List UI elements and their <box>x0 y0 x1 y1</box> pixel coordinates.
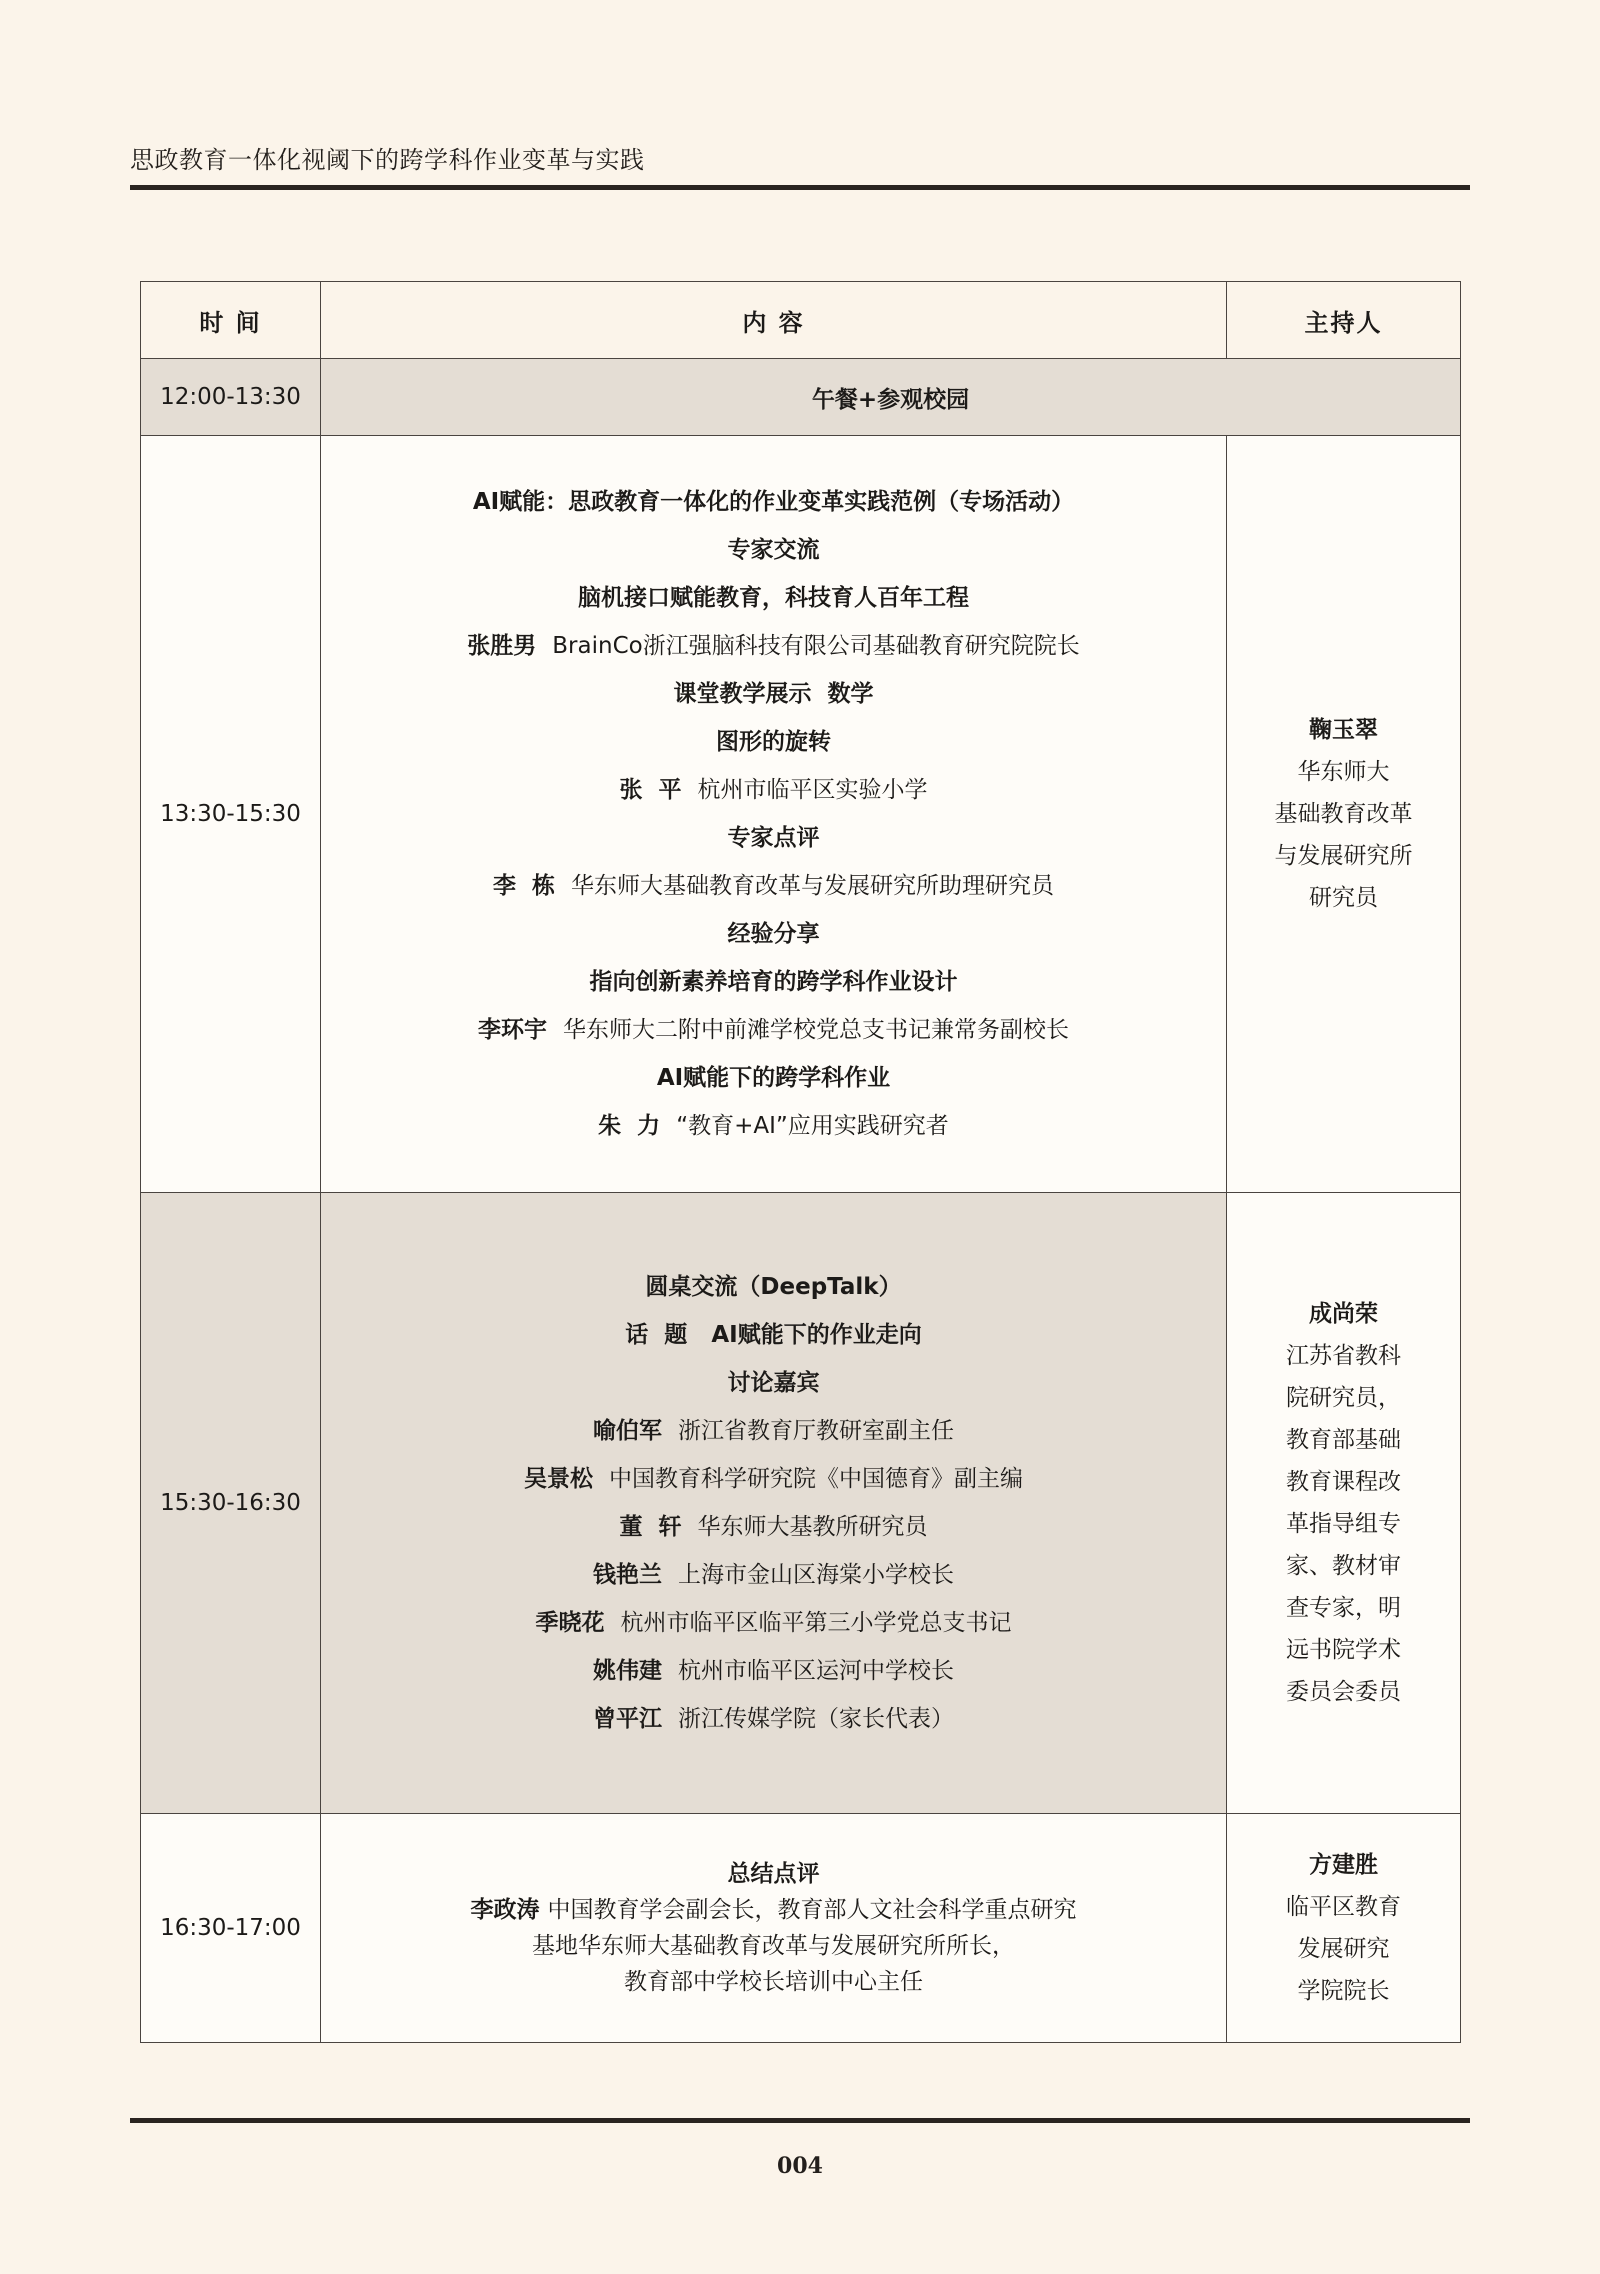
guest-line <box>321 1407 1226 1455</box>
table-row-lunch <box>141 359 1461 436</box>
demo-label: 课堂教学展示 数学 <box>673 681 874 707</box>
header-host: 主持人 <box>1227 282 1461 359</box>
talk1-speaker-line <box>321 622 1226 670</box>
share1-title: 指向创新素养培育的跨学科作业设计 <box>589 969 958 995</box>
review-speaker-line <box>321 862 1226 910</box>
ai-session-title: AI赋能：思政教育一体化的作业变革实践范例（专场活动） <box>472 489 1075 515</box>
summary-speaker-line <box>321 1892 1226 1928</box>
share-label: 经验分享 <box>727 921 820 947</box>
guest-affiliation: 上海市金山区海棠小学校长 <box>678 1562 954 1588</box>
guest-affiliation: 浙江省教育厅教研室副主任 <box>678 1418 954 1444</box>
share1-speaker-line <box>321 1006 1226 1054</box>
guest-line <box>321 1599 1226 1647</box>
roundtable-host-title-line: 委员会委员 <box>1286 1679 1401 1705</box>
running-header-title: 思政教育一体化视阈下的跨学科作业变革与实践 <box>130 146 645 174</box>
share2-affiliation: “教育+AI”应用实践研究者 <box>676 1113 949 1139</box>
table-row-ai-session <box>141 436 1461 1193</box>
share2-title: AI赋能下的跨学科作业 <box>656 1065 891 1091</box>
summary-host-title-line: 学院院长 <box>1297 1978 1390 2004</box>
roundtable-host <box>1227 1193 1461 1814</box>
roundtable-host-title-line: 江苏省教科 <box>1286 1343 1401 1369</box>
summary-affiliation-line: 基地华东师大基础教育改革与发展研究所所长， <box>532 1933 1015 1959</box>
demo-title: 图形的旋转 <box>716 729 831 755</box>
summary-label: 总结点评 <box>727 1861 820 1887</box>
guest-line <box>321 1551 1226 1599</box>
talk1-speaker: 张胜男 <box>467 633 537 659</box>
roundtable-time: 15:30-16:30 <box>141 1193 321 1814</box>
roundtable-host-title-line: 院研究员， <box>1286 1385 1401 1411</box>
review-label: 专家点评 <box>727 825 820 851</box>
demo-speaker-line <box>321 766 1226 814</box>
guest-affiliation: 浙江传媒学院（家长代表） <box>678 1706 954 1732</box>
ai-session-content <box>321 436 1227 1193</box>
talk1-title: 脑机接口赋能教育，科技育人百年工程 <box>578 585 969 611</box>
header-rule <box>130 185 1470 190</box>
guest-affiliation: 杭州市临平区运河中学校长 <box>678 1658 954 1684</box>
guest-affiliation: 杭州市临平区临平第三小学党总支书记 <box>620 1610 1012 1636</box>
ai-host-title-line: 华东师大 <box>1297 759 1390 785</box>
guest-name: 喻伯军 <box>593 1418 662 1444</box>
ai-session-host <box>1227 436 1461 1193</box>
ai-session-time: 13:30-15:30 <box>141 436 321 1193</box>
agenda-table <box>140 281 1461 2043</box>
guest-name: 钱艳兰 <box>593 1562 662 1588</box>
summary-affiliation-line: 中国教育学会副会长，教育部人文社会科学重点研究 <box>547 1897 1077 1923</box>
roundtable-title: 圆桌交流（DeepTalk） <box>645 1274 902 1300</box>
guest-affiliation: 华东师大基教所研究员 <box>697 1514 928 1540</box>
summary-affiliation-line: 教育部中学校长培训中心主任 <box>624 1969 923 1995</box>
demo-affiliation: 杭州市临平区实验小学 <box>697 777 928 803</box>
review-speaker: 李 栋 <box>492 873 555 899</box>
ai-host-title-line: 研究员 <box>1309 885 1378 911</box>
summary-host <box>1227 1814 1461 2043</box>
guest-line <box>321 1455 1226 1503</box>
share1-affiliation: 华东师大二附中前滩学校党总支书记兼常务副校长 <box>563 1017 1069 1043</box>
summary-content <box>321 1814 1227 2043</box>
table-row-roundtable <box>141 1193 1461 1814</box>
ai-host-name: 鞠玉翠 <box>1309 717 1378 743</box>
talk1-affiliation: BrainCo浙江强脑科技有限公司基础教育研究院院长 <box>552 633 1080 659</box>
lunch-content: 午餐+参观校园 <box>321 359 1461 436</box>
expert-exchange-label: 专家交流 <box>727 537 820 563</box>
demo-speaker: 张 平 <box>619 777 682 803</box>
share2-speaker-line <box>321 1102 1226 1150</box>
roundtable-host-name: 成尚荣 <box>1309 1301 1378 1327</box>
guest-affiliation: 中国教育科学研究院《中国德育》副主编 <box>609 1466 1023 1492</box>
roundtable-host-title-line: 家、教材审 <box>1286 1553 1401 1579</box>
summary-host-title-line: 发展研究 <box>1297 1936 1390 1962</box>
summary-time: 16:30-17:00 <box>141 1814 321 2043</box>
ai-host-title-line: 与发展研究所 <box>1274 843 1413 869</box>
header-content: 内 容 <box>321 282 1227 359</box>
guest-name: 季晓花 <box>535 1610 605 1636</box>
guest-name: 董 轩 <box>619 1514 682 1540</box>
roundtable-host-title-line: 教育课程改 <box>1286 1469 1401 1495</box>
guest-line <box>321 1503 1226 1551</box>
share2-speaker: 朱 力 <box>598 1113 661 1139</box>
summary-host-title-line: 临平区教育 <box>1286 1894 1401 1920</box>
roundtable-content <box>321 1193 1227 1814</box>
summary-host-name: 方建胜 <box>1309 1852 1378 1878</box>
review-affiliation: 华东师大基础教育改革与发展研究所助理研究员 <box>571 873 1054 899</box>
lunch-time: 12:00-13:30 <box>141 359 321 436</box>
roundtable-host-title-line: 教育部基础 <box>1286 1427 1401 1453</box>
ai-host-title-line: 基础教育改革 <box>1274 801 1413 827</box>
table-row-summary <box>141 1814 1461 2043</box>
page-number: 004 <box>777 2153 823 2179</box>
roundtable-host-title-line: 查专家，明 <box>1286 1595 1401 1621</box>
guests-label: 讨论嘉宾 <box>727 1370 820 1396</box>
roundtable-host-title-line: 革指导组专 <box>1286 1511 1401 1537</box>
footer-rule <box>130 2118 1470 2123</box>
share1-speaker: 李环宇 <box>478 1017 547 1043</box>
guest-name: 吴景松 <box>524 1466 593 1492</box>
roundtable-topic: 话 题 AI赋能下的作业走向 <box>625 1322 922 1348</box>
roundtable-host-title-line: 远书院学术 <box>1286 1637 1401 1663</box>
guest-name: 姚伟建 <box>593 1658 662 1684</box>
table-header-row <box>141 282 1461 359</box>
guest-line <box>321 1695 1226 1743</box>
guest-name: 曾平江 <box>593 1706 662 1732</box>
guest-line <box>321 1647 1226 1695</box>
header-time: 时 间 <box>141 282 321 359</box>
summary-speaker: 李政涛 <box>470 1897 540 1923</box>
